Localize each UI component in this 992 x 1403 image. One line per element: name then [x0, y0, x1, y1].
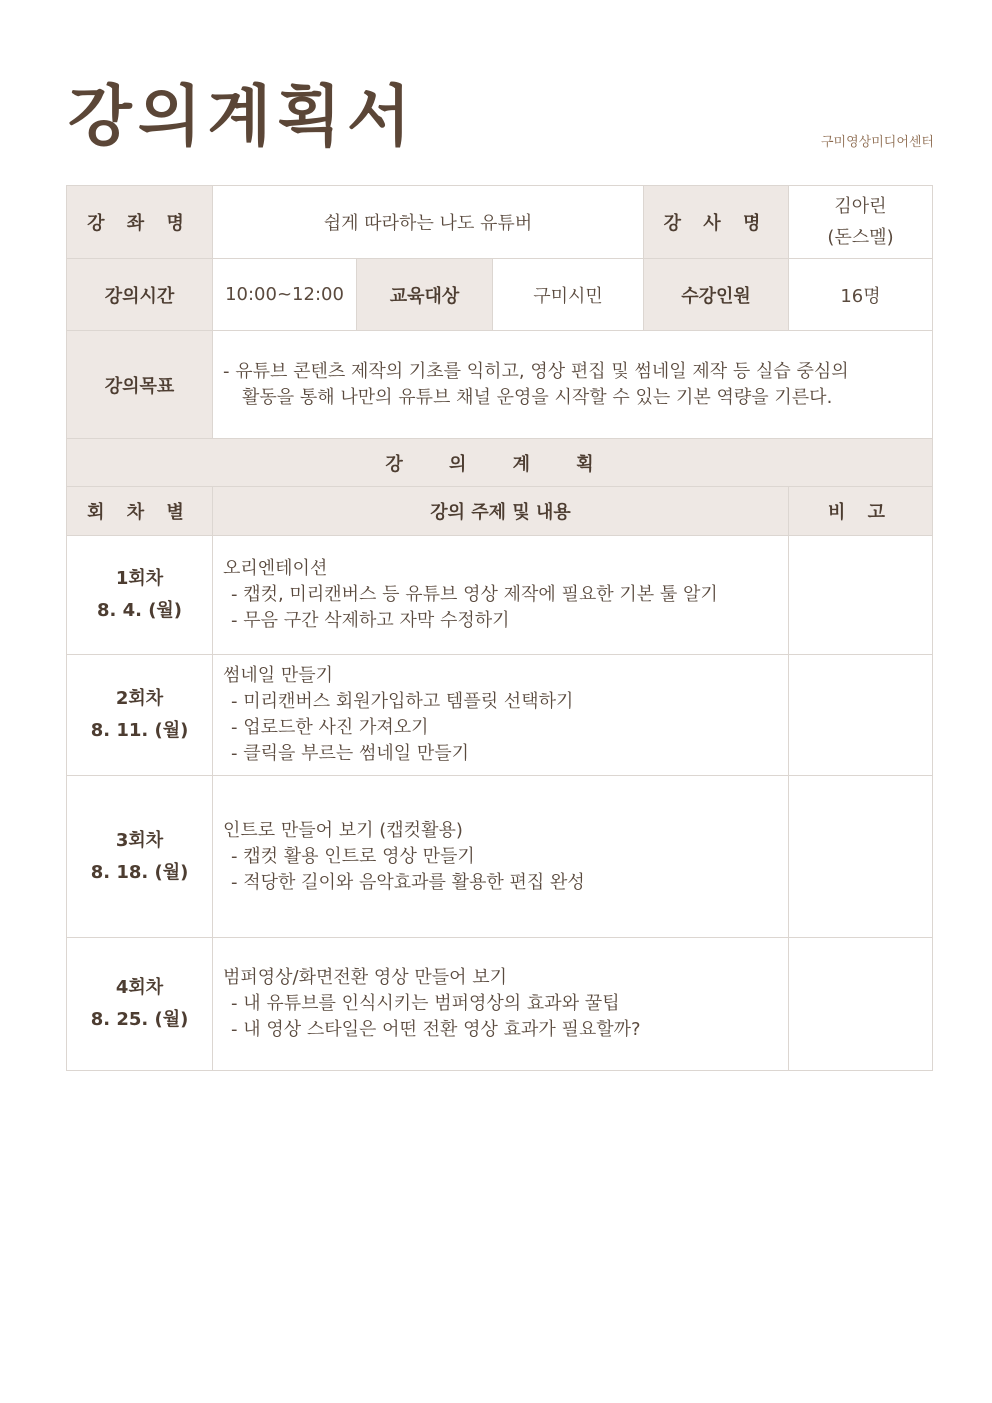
- session-note: [789, 776, 933, 938]
- instructor-label: 강 사 명: [644, 186, 789, 259]
- goal-value: [213, 331, 933, 439]
- capacity-label: 수강인원: [644, 259, 789, 331]
- session-number: 2회차: [115, 688, 164, 709]
- session-topic: 인트로 만들어 보기 (캡컷활용): [223, 819, 463, 841]
- session-topic: 범퍼영상/화면전환 영상 만들어 보기: [223, 967, 508, 988]
- instructor-name: 김아린: [834, 196, 887, 217]
- page-title: 강의계획서: [68, 78, 417, 155]
- session-cell: [67, 655, 213, 776]
- session-content: [213, 536, 789, 655]
- plan-section-title: 강 의 계 획: [67, 439, 933, 487]
- session-number: 1회차: [115, 568, 164, 589]
- session-item: - 캡컷, 미리캔버스 등 유튜브 영상 제작에 필요한 기본 툴 알기: [231, 584, 718, 605]
- session-item: - 미리캔버스 회원가입하고 템플릿 선택하기: [231, 691, 574, 712]
- plan-header-row: [67, 487, 933, 536]
- session-note: [789, 938, 933, 1071]
- session-content: [213, 776, 789, 938]
- course-name-row: [67, 186, 933, 259]
- note-column-header: 비 고: [789, 487, 933, 536]
- capacity-value: 16명: [789, 259, 933, 331]
- instructor-value: [789, 186, 933, 259]
- session-topic: 오리엔테이션: [223, 558, 328, 579]
- organization-name: 구미영상미디어센터: [820, 135, 934, 150]
- session-cell: [67, 536, 213, 655]
- session-row: [67, 536, 933, 655]
- session-item: - 내 영상 스타일은 어떤 전환 영상 효과가 필요할까?: [231, 1019, 641, 1040]
- course-name-label: 강 좌 명: [67, 186, 213, 259]
- session-column-header: 회 차 별: [67, 487, 213, 536]
- goal-line-1: - 유튜브 콘텐츠 제작의 기초를 익히고, 영상 편집 및 썸네일 제작 등 실습 중심의: [223, 360, 849, 382]
- session-content: [213, 655, 789, 776]
- session-row: [67, 776, 933, 938]
- session-number: 3회차: [115, 829, 164, 851]
- session-date: 8. 4. (월): [96, 600, 183, 621]
- session-item: - 클릭을 부르는 썸네일 만들기: [231, 743, 470, 764]
- session-item: - 캡컷 활용 인트로 영상 만들기: [231, 845, 475, 867]
- session-date: 8. 18. (월): [90, 861, 189, 883]
- time-label: 강의시간: [67, 259, 213, 331]
- target-label: 교육대상: [357, 259, 493, 331]
- course-plan-table: [66, 185, 933, 1071]
- session-item: - 무음 구간 삭제하고 자막 수정하기: [231, 610, 510, 631]
- content-column-header: 강의 주제 및 내용: [213, 487, 789, 536]
- schedule-row: [67, 259, 933, 331]
- course-name-value: 쉽게 따라하는 나도 유튜버: [213, 186, 644, 259]
- goal-row: [67, 331, 933, 439]
- session-item: - 내 유튜브를 인식시키는 범퍼영상의 효과와 꿀팁: [231, 993, 620, 1014]
- session-content: [213, 938, 789, 1071]
- session-number: 4회차: [115, 977, 164, 998]
- session-note: [789, 536, 933, 655]
- instructor-alias: (돈스멜): [827, 227, 894, 248]
- plan-section-row: [67, 439, 933, 487]
- session-cell: [67, 938, 213, 1071]
- session-topic: 썸네일 만들기: [223, 665, 334, 686]
- target-value: 구미시민: [493, 259, 644, 331]
- goal-line-2: 활동을 통해 나만의 유튜브 채널 운영을 시작할 수 있는 기본 역량을 기른다.: [242, 386, 833, 408]
- session-item: - 업로드한 사진 가져오기: [231, 717, 429, 738]
- time-value: 10:00~12:00: [213, 259, 357, 331]
- session-cell: [67, 776, 213, 938]
- session-date: 8. 25. (월): [90, 1009, 189, 1030]
- session-date: 8. 11. (월): [90, 720, 189, 741]
- session-note: [789, 655, 933, 776]
- session-row: [67, 938, 933, 1071]
- session-row: [67, 655, 933, 776]
- goal-label: 강의목표: [67, 331, 213, 439]
- session-item: - 적당한 길이와 음악효과를 활용한 편집 완성: [231, 871, 585, 893]
